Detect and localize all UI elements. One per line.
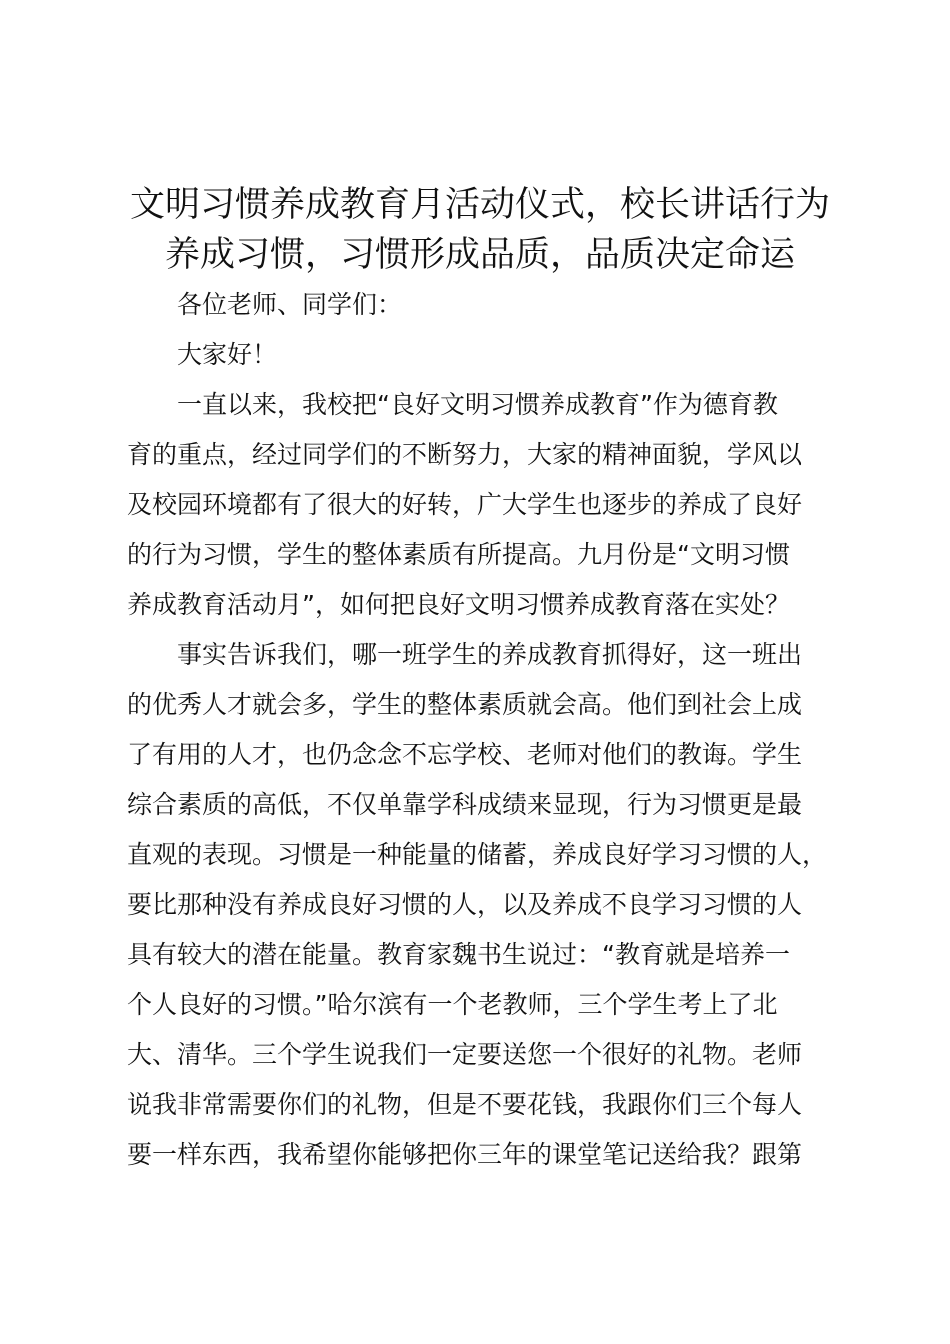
text-line: 事实告诉我们，哪一班学生的养成教育抓得好，这一班出 [177, 640, 803, 669]
text-line: 育的重点，经过同学们的不断努力，大家的精神面貌，学风以 [127, 440, 803, 469]
text-line: 各位老师、同学们： [177, 290, 403, 319]
text-line: 个人良好的习惯。”哈尔滨有一个老教师，三个学生考上了北 [127, 990, 778, 1019]
text-line: 的行为习惯，学生的整体素质有所提高。九月份是“文明习惯 [127, 540, 790, 569]
text-line: 综合素质的高低，不仅单靠学科成绩来显现，行为习惯更是最 [127, 790, 803, 819]
text-line: 一直以来，我校把“良好文明习惯养成教育”作为德育教 [177, 390, 778, 419]
text-line: 要一样东西，我希望你能够把你三年的课堂笔记送给我？跟第 [127, 1140, 803, 1169]
text-line: 要比那种没有养成良好习惯的人，以及养成不良学习习惯的人 [127, 890, 803, 919]
text-line: 大家好！ [177, 340, 278, 369]
text-line: 及校园环境都有了很大的好转，广大学生也逐步的养成了良好 [127, 490, 803, 519]
text-line: 直观的表现。习惯是一种能量的储蓄，养成良好学习习惯的人， [127, 840, 828, 869]
text-line: 的优秀人才就会多，学生的整体素质就会高。他们到社会上成 [127, 690, 803, 719]
title-line-1: 文明习惯养成教育月活动仪式，校长讲话行为 [129, 185, 830, 225]
text-line: 养成教育活动月”，如何把良好文明习惯养成教育落在实处？ [127, 590, 790, 619]
document-title [110, 180, 850, 280]
text-line: 具有较大的潜在能量。教育家魏书生说过：“教育就是培养一 [127, 940, 790, 969]
text-line: 了有用的人才，也仍念念不忘学校、老师对他们的教诲。学生 [127, 740, 803, 769]
title-line-2: 养成习惯，习惯形成品质，品质决定命运 [164, 235, 795, 275]
text-line: 说我非常需要你们的礼物，但是不要花钱，我跟你们三个每人 [127, 1090, 803, 1119]
document-body [127, 280, 842, 1180]
text-line: 大、清华。三个学生说我们一定要送您一个很好的礼物。老师 [127, 1040, 803, 1069]
